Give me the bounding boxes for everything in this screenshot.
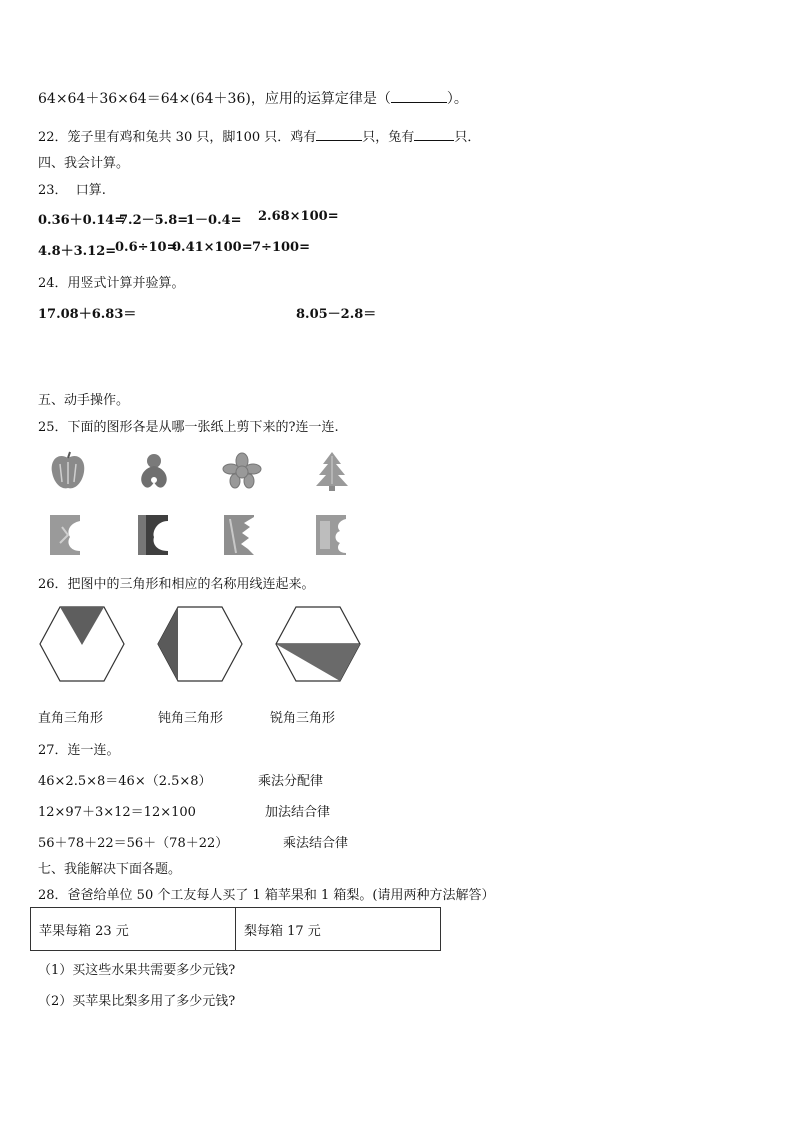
q28-sub-question-1: （1）买这些水果共需要多少元钱? (38, 963, 236, 978)
label-right-triangle[interactable]: 直角三角形 (38, 711, 104, 726)
hexagon-obtuse-triangle[interactable] (156, 605, 244, 683)
q21-expression: 64×64＋36×64＝64×(64＋36) (38, 91, 251, 107)
q28-price-table (30, 907, 441, 951)
label-acute-triangle[interactable]: 锐角三角形 (270, 711, 336, 726)
q23-r2-c3: 0.41×100= (172, 240, 253, 255)
q27-expr-3[interactable]: 56＋78＋22＝56＋（78＋22） (38, 836, 229, 851)
hexagon-acute-triangle[interactable] (274, 605, 362, 683)
paper-piece-3-icon[interactable] (222, 513, 256, 557)
q23-r2-c1: 4.8＋3.12= (38, 244, 117, 259)
q23-r2-c2: 0.6÷10= (115, 240, 178, 255)
paper-piece-2-icon[interactable] (136, 513, 170, 557)
label-obtuse-triangle[interactable]: 钝角三角形 (158, 711, 224, 726)
q23-r1-c4: 2.68×100= (258, 209, 339, 224)
q23-r2-c4: 7÷100= (252, 240, 310, 255)
q22-text-c: 只． (454, 130, 481, 145)
q28-sub-question-2: （2）买苹果比梨多用了多少元钱? (38, 994, 236, 1009)
paper-piece-4-icon[interactable] (314, 513, 348, 557)
q22-text-b: 只，兔有 (362, 130, 415, 145)
q21-text: ，应用的运算定律是（ (250, 91, 391, 107)
q22-rabbit-blank[interactable] (414, 128, 454, 141)
q22-line (38, 126, 480, 145)
hexagon-right-triangle[interactable] (38, 605, 126, 683)
q23-r1-c3: 1－0.4= (186, 213, 242, 228)
q27-title: 27．连一连。 (38, 743, 120, 758)
q27-expr-1[interactable]: 46×2.5×8＝46×（2.5×8） (38, 774, 212, 789)
q24-right-problem: 8.05－2.8＝ (296, 307, 377, 322)
q21-answer-blank[interactable] (391, 90, 447, 103)
q21-close: ）。 (446, 91, 468, 107)
q27-law-3[interactable]: 乘法结合律 (283, 836, 349, 851)
q23-r1-c1: 0.36＋0.14= (38, 213, 126, 228)
section-5-heading: 五、动手操作。 (38, 393, 130, 408)
q22-text-a: 22．笼子里有鸡和兔共 30 只，脚100 只．鸡有 (38, 130, 317, 145)
q27-law-2[interactable]: 加法结合律 (265, 805, 331, 820)
q24-title: 24．用竖式计算并验算。 (38, 276, 185, 291)
apple-price-cell: 苹果每箱 23 元 (39, 923, 129, 939)
q26-title: 26．把图中的三角形和相应的名称用线连起来。 (38, 577, 315, 592)
q25-title: 25．下面的图形各是从哪一张纸上剪下来的?连一连. (38, 420, 339, 435)
paper-piece-1-icon[interactable] (48, 513, 82, 557)
apple-shape-icon[interactable] (48, 450, 88, 492)
pear-price-cell: 梨每箱 17 元 (235, 908, 440, 950)
q21-line (38, 88, 468, 108)
q27-law-1[interactable]: 乘法分配律 (258, 774, 324, 789)
tree-shape-icon[interactable] (314, 450, 350, 492)
section-4-heading: 四、我会计算。 (38, 156, 130, 171)
q23-title: 23． 口算. (38, 183, 106, 198)
gourd-shape-icon[interactable] (136, 450, 172, 492)
q27-expr-2[interactable]: 12×97＋3×12＝12×100 (38, 805, 196, 820)
flower-shape-icon[interactable] (222, 452, 262, 490)
q28-title: 28．爸爸给单位 50 个工友每人买了 1 箱苹果和 1 箱梨。(请用两种方法解答） (38, 888, 495, 903)
q23-r1-c2: 7.2－5.8= (119, 213, 189, 228)
q22-chicken-blank[interactable] (316, 128, 362, 141)
q24-left-problem: 17.08＋6.83＝ (38, 307, 137, 322)
section-7-heading: 七、我能解决下面各题。 (38, 862, 182, 877)
